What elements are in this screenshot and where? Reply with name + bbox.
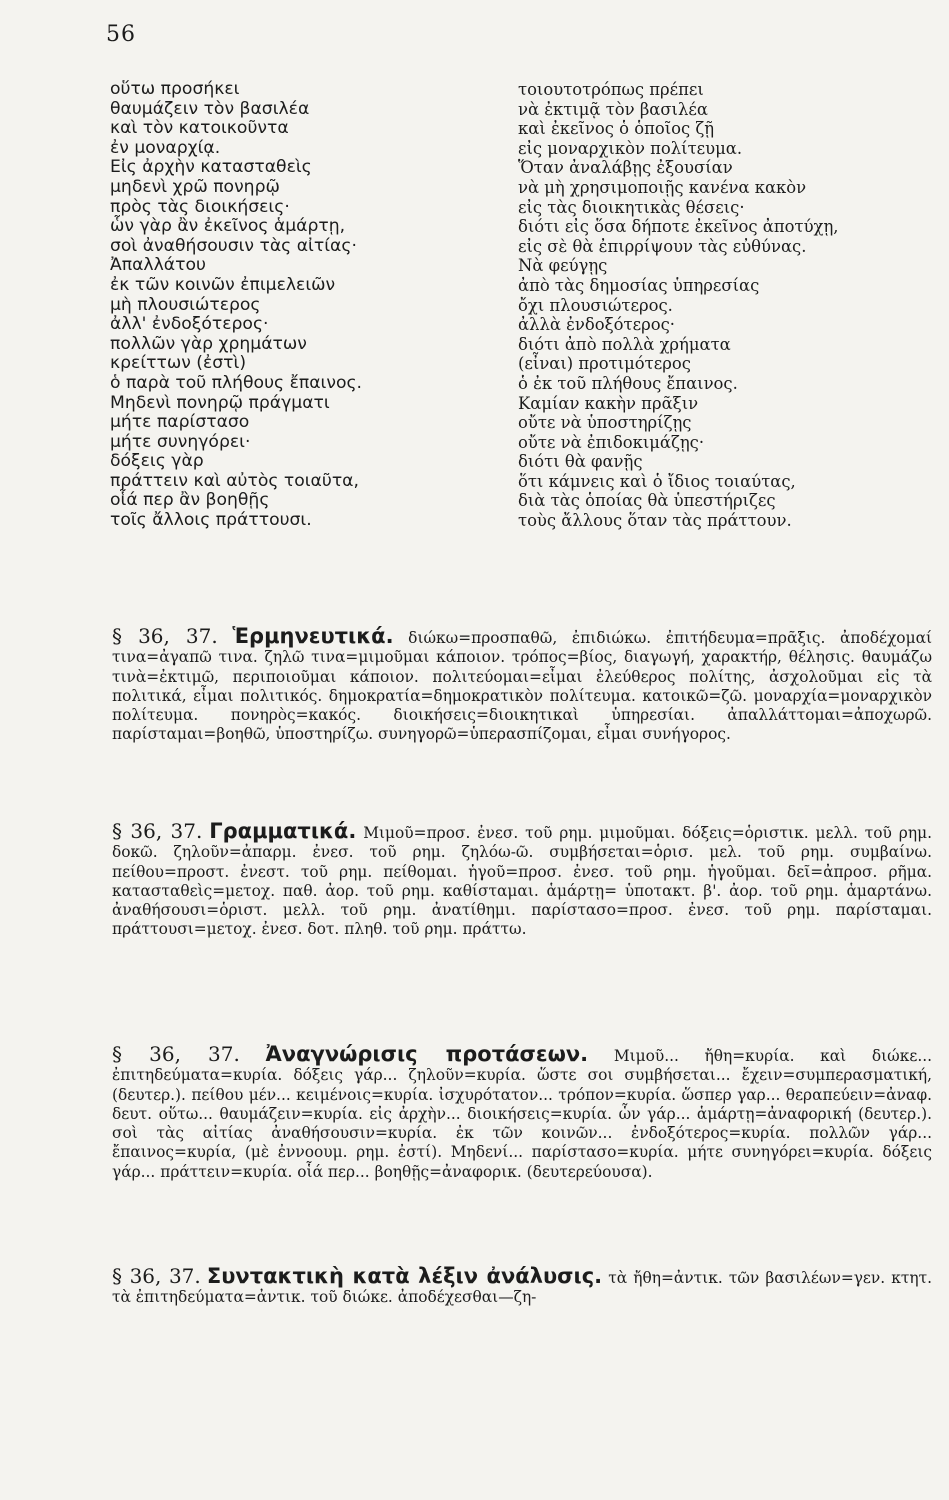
text-line: νὰ μὴ χρησιμοποιῇς κανένα κακὸν <box>518 177 807 197</box>
text-line: θαυμάζειν τὸν βασιλέα <box>110 98 310 119</box>
text-line: διότι εἰς ὅσα δήποτε ἐκεῖνος ἀποτύχῃ, <box>518 217 839 237</box>
section-body: Μιμοῦ... ἤθη=κυρία. καὶ διώκε... ἐπιτηδεύματα=κυρία. δόξεις γάρ... ζηλοῦν=κυρία. ὥστε σοι συμβήσεται... ἔχειν=συμπερασματική, (δευτερ.). πείθου μέν... κειμένοις=κυρία. ἰσχυρότατον... τρόπον=κυρία. ὥσπερ γαρ... θεραπεύειν=ἀναφ. δευτ. οὕτω... θαυμάζειν=κυρία. εἰς ἀρχὴν... διοικήσεις=κυρία. ὧν γάρ... ἁμάρτῃ=ἀναφορική (δευτερ.). σοὶ τὰς αἰτίας ἀναθήσουσιν=κυρία. ἐκ τῶν κοινῶν... ἐνδοξότερος=κυρία. πολλῶν γάρ... ἔπαινος=κυρία, (μὲ ἐννοουμ. ρημ. ἐστί). Μηδενί... παρίστασο=κυρία. μήτε συνηγόρει=κυρία. δόξεις γάρ... πράττειν=κυρία. οἷά περ... βοηθῇς=ἀναφορικ. (δευτερεύουσα). <box>112 1047 932 1181</box>
text-line: Εἰς ἀρχὴν κατασταθεὶς <box>110 157 312 178</box>
text-line: οὔτε νὰ ὑποστηρίζῃς <box>518 413 692 433</box>
text-line: Ἀπαλλάτου <box>110 255 206 276</box>
section-paragraph <box>112 819 932 940</box>
section-body: διώκω=προσπαθῶ, ἐπιδιώκω. ἐπιτήδευμα=πρᾶξις. ἀποδέχομαί τινα=ἀγαπῶ τινα. ζηλῶ τινα=μιμοῦμαι κάποιον. τρόπος=βίος, διαγωγή, χαρακτήρ, θέλησις. θαυμάζω τινὰ=ἐκτιμῶ, περιποιοῦμαι κάποιον. πολιτεύομαι=εἶμαι ἐλεύθερος πολίτης, ἀσχολοῦμαι εἰς τὰ πολιτικά, εἶμαι πολιτικός. δημοκρατία=δημοκρατικὸν πολίτευμα. κατοικῶ=ζῶ. μοναρχία=μοναρχικὸν πολίτευμα. πονηρὸς=κακός. διοικήσεις=διοικητικαὶ ὑπηρεσίαι. ἀπαλλάττομαι=ἀποχωρῶ. παρίσταμαι=βοηθῶ, ὑποστηρίζω. συνηγορῶ=ὑπερασπίζομαι, εἶμαι συνήγορος. <box>112 629 932 744</box>
text-line: σοὶ ἀναθήσουσιν τὰς αἰτίας· <box>110 235 357 256</box>
text-line: ἀλλὰ ἐνδοξότερος· <box>518 315 675 335</box>
section-ermineftika <box>112 624 932 745</box>
section-number: § 36, 37. <box>112 624 218 648</box>
text-line: ὧν γὰρ ἂν ἐκεῖνος ἁμάρτῃ, <box>110 216 346 237</box>
text-line: διότι ἀπὸ πολλὰ χρήματα <box>518 334 731 354</box>
text-line: Νὰ φεύγῃς <box>518 256 608 276</box>
section-body: τὰ ἤθη=ἀντικ. τῶν βασιλέων=γεν. κτητ. τὰ ἐπιτηδεύματα=ἀντικ. τοῦ διώκε. ἀποδέχεσθαι—ζη- <box>112 1269 933 1307</box>
text-line: ἐν μοναρχίᾳ. <box>110 137 221 158</box>
section-number: § 36, 37. <box>112 819 203 843</box>
text-line: πρὸς τὰς διοικήσεις· <box>110 196 290 217</box>
text-line: ὄχι πλουσιώτερος. <box>518 295 673 315</box>
text-line: διὰ τὰς ὁποίας θὰ ὑπεστήριζες <box>518 491 776 511</box>
left-column-ancient-text <box>110 80 362 531</box>
section-heading: Συντακτικὴ κατὰ λέξιν ἀνάλυσις. <box>206 1264 603 1288</box>
section-body: Μιμοῦ=προσ. ἐνεσ. τοῦ ρημ. μιμοῦμαι. δόξεις=ὁριστικ. μελλ. τοῦ ρημ. δοκῶ. ζηλοῦν=ἀπαρμ. ἐνεσ. τοῦ ρημ. ζηλόω-ῶ. συμβήσεται=ὁρισ. μελ. τοῦ ρημ. συμβαίνω. πείθου=προστ. ἐνεστ. τοῦ ρημ. πείθομαι. ἡγοῦ=προσ. ἐνεσ. τοῦ ρημ. ἡγοῦμαι. δεῖ=ἀπροσ. ρῆμα. κατασταθεὶς=μετοχ. παθ. ἀορ. τοῦ ρημ. καθίσταμαι. ἁμάρτῃ= ὑποτακτ. β'. ἀορ. τοῦ ρημ. ἁμαρτάνω. ἀναθήσουσι=ὁριστ. μελλ. τοῦ ρημ. ἀνατίθημι. παρίστασο=προσ. ἐνεσ. τοῦ ρημ. παρίσταμαι. πράττουσι=μετοχ. ἐνεσ. δοτ. πληθ. τοῦ ρημ. πράττω. <box>112 824 932 939</box>
text-line: τοῖς ἄλλοις πράττουσι. <box>110 510 312 531</box>
section-grammatika <box>112 819 932 940</box>
section-paragraph <box>112 1042 932 1182</box>
section-heading: Ἑρμηνευτικά. <box>232 624 394 648</box>
text-line: ἀλλ' ἐνδοξότερος· <box>110 314 269 335</box>
text-line: τοιουτοτρόπως πρέπει <box>518 80 704 99</box>
text-line: καὶ ἐκεῖνος ὁ ὁποῖος ζῇ <box>518 119 715 139</box>
text-line: πολλῶν γὰρ χρημάτων <box>110 333 307 354</box>
text-line: οὕτω προσήκει <box>110 79 240 99</box>
text-line: καὶ τὸν κατοικοῦντα <box>110 118 289 139</box>
text-line: Καμίαν κακὴν πρᾶξιν <box>518 393 699 413</box>
text-line: διότι θὰ φανῇς <box>518 452 643 472</box>
text-line: μὴ πλουσιώτερος <box>110 294 261 315</box>
text-line: ἀπὸ τὰς δημοσίας ὑπηρεσίας <box>518 275 760 295</box>
text-line: ὁ παρὰ τοῦ πλήθους ἔπαινος. <box>110 372 363 393</box>
text-line: Ὅταν ἀναλάβῃς ἐξουσίαν <box>518 158 733 178</box>
text-line: νὰ ἐκτιμᾷ τὸν βασιλέα <box>518 99 708 119</box>
section-syntaktiki <box>112 1264 933 1308</box>
text-line: μήτε συνηγόρει· <box>110 431 251 452</box>
text-line: Μηδενὶ πονηρῷ πράγματι <box>110 392 330 413</box>
text-line: ὅτι κάμνεις καὶ ὁ ἴδιος τοιαύτας, <box>518 471 796 491</box>
text-line: εἰς μοναρχικὸν πολίτευμα. <box>518 138 743 158</box>
text-line: μηδενὶ χρῶ πονηρῷ <box>110 176 280 197</box>
section-paragraph <box>112 1264 933 1308</box>
text-line: οἷά περ ἂν βοηθῇς <box>110 490 270 511</box>
section-heading: Ἀναγνώρισις προτάσεων. <box>265 1042 589 1066</box>
text-line: οὔτε νὰ ἐπιδοκιμάζῃς· <box>518 432 705 452</box>
text-line: ὁ ἐκ τοῦ πλήθους ἔπαινος. <box>518 373 738 393</box>
section-paragraph <box>112 624 932 745</box>
section-number: § 36, 37. <box>112 1042 240 1066</box>
text-line: πράττειν καὶ αὐτὸς τοιαῦτα, <box>110 470 359 491</box>
text-line: εἰς τὰς διοικητικὰς θέσεις· <box>518 197 745 217</box>
text-line: μήτε παρίστασο <box>110 412 250 433</box>
section-anagnorisis <box>112 1042 932 1182</box>
text-line: δόξεις γὰρ <box>110 451 204 472</box>
section-number: § 36, 37. <box>112 1264 201 1288</box>
right-column-translation <box>518 80 839 531</box>
text-line: κρείττων (ἐστὶ) <box>110 353 247 374</box>
page-number: 56 <box>106 22 136 47</box>
text-line: εἰς σὲ θὰ ἐπιρρίψουν τὰς εὐθύνας. <box>518 236 807 256</box>
text-line: ἐκ τῶν κοινῶν ἐπιμελειῶν <box>110 274 336 295</box>
section-heading: Γραμματικά. <box>209 819 357 843</box>
text-line: τοὺς ἄλλους ὅταν τὰς πράττουν. <box>518 511 792 531</box>
text-line: (εἶναι) προτιμότερος <box>518 354 691 374</box>
